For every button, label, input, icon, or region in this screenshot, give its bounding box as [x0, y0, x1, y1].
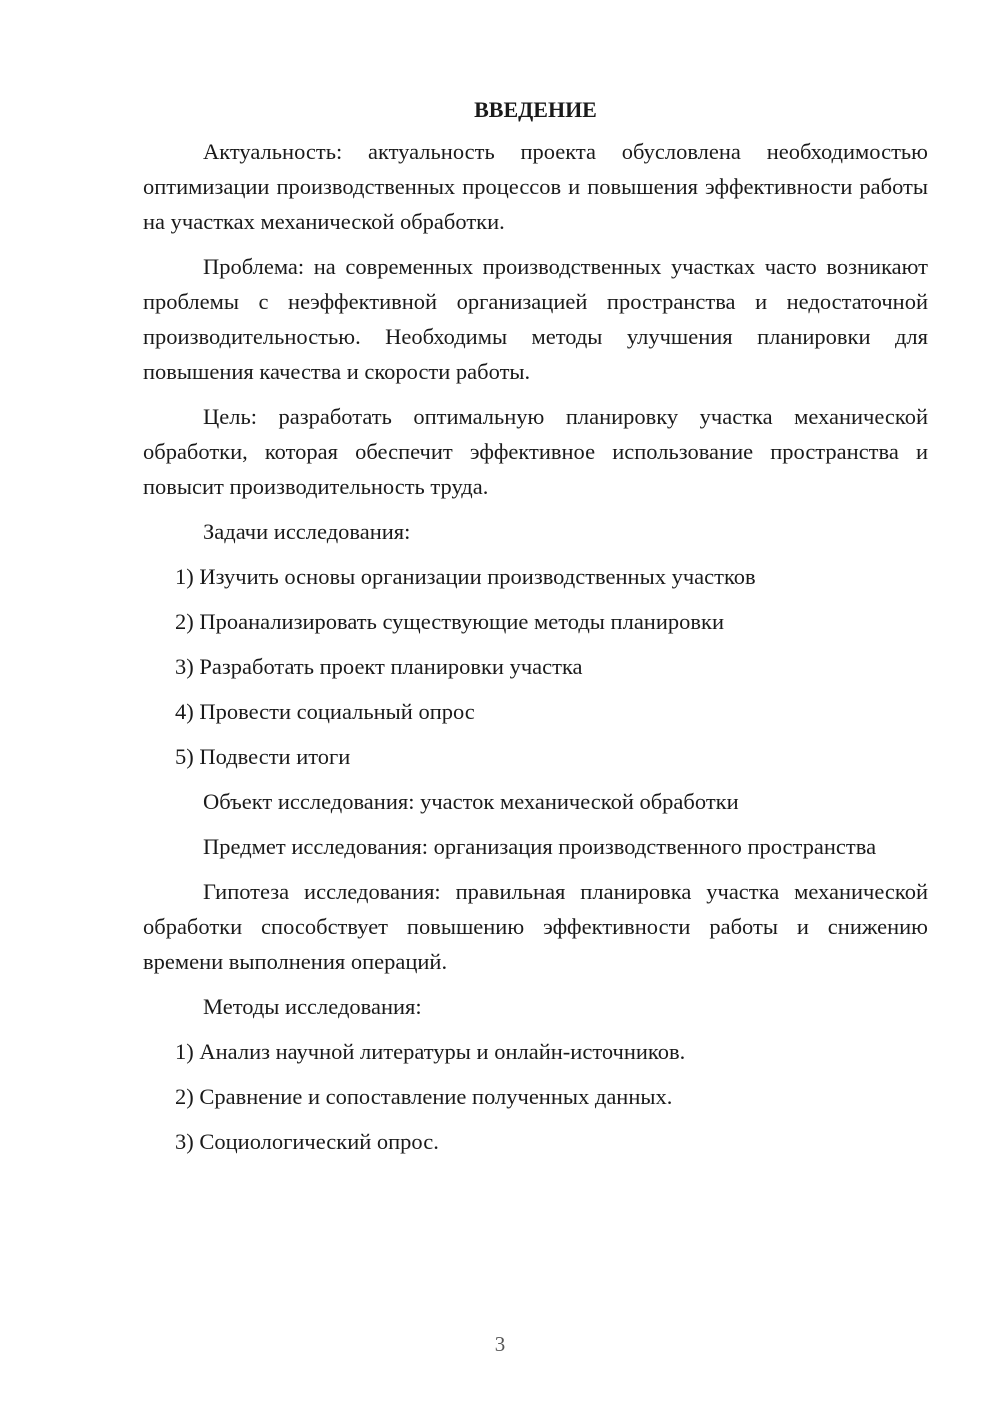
paragraph-subject: Предмет исследования: организация производственного пространства	[203, 834, 877, 859]
task-item: 5) Подвести итоги	[175, 744, 351, 769]
method-item: 2) Сравнение и сопоставление полученных данных.	[175, 1084, 673, 1109]
task-item: 3) Разработать проект планировки участка	[175, 654, 583, 679]
paragraph-object: Объект исследования: участок механической обработки	[203, 789, 739, 814]
task-item: 4) Провести социальный опрос	[175, 699, 475, 724]
page-content	[143, 90, 928, 1169]
paragraph-problem: Проблема: на современных производственных участках часто возникают проблемы с неэффективной организацией пространства и недостаточной производительностью. Необходимы методы улучшения планировки для повышения качества и скорости работы.	[143, 254, 928, 384]
method-item: 1) Анализ научной литературы и онлайн-источников.	[175, 1039, 686, 1064]
section-title: ВВЕДЕНИЕ	[474, 97, 597, 122]
tasks-heading: Задачи исследования:	[203, 519, 411, 544]
page-number: 3	[494, 1332, 506, 1356]
task-item: 2) Проанализировать существующие методы планировки	[175, 609, 724, 634]
paragraph-hypothesis: Гипотеза исследования: правильная планировка участка механической обработки способствует повышению эффективности работы и снижению времени выполнения операций.	[143, 879, 928, 974]
methods-heading: Методы исследования:	[203, 994, 422, 1019]
paragraph-goal: Цель: разработать оптимальную планировку участка механической обработки, которая обеспечит эффективное использование пространства и повысит производительность труда.	[143, 404, 928, 499]
task-item: 1) Изучить основы организации производственных участков	[175, 564, 756, 589]
paragraph-relevance: Актуальность: актуальность проекта обусловлена необходимостью оптимизации производственных процессов и повышения эффективности работы на участках механической обработки.	[143, 139, 928, 234]
method-item: 3) Социологический опрос.	[175, 1129, 439, 1154]
